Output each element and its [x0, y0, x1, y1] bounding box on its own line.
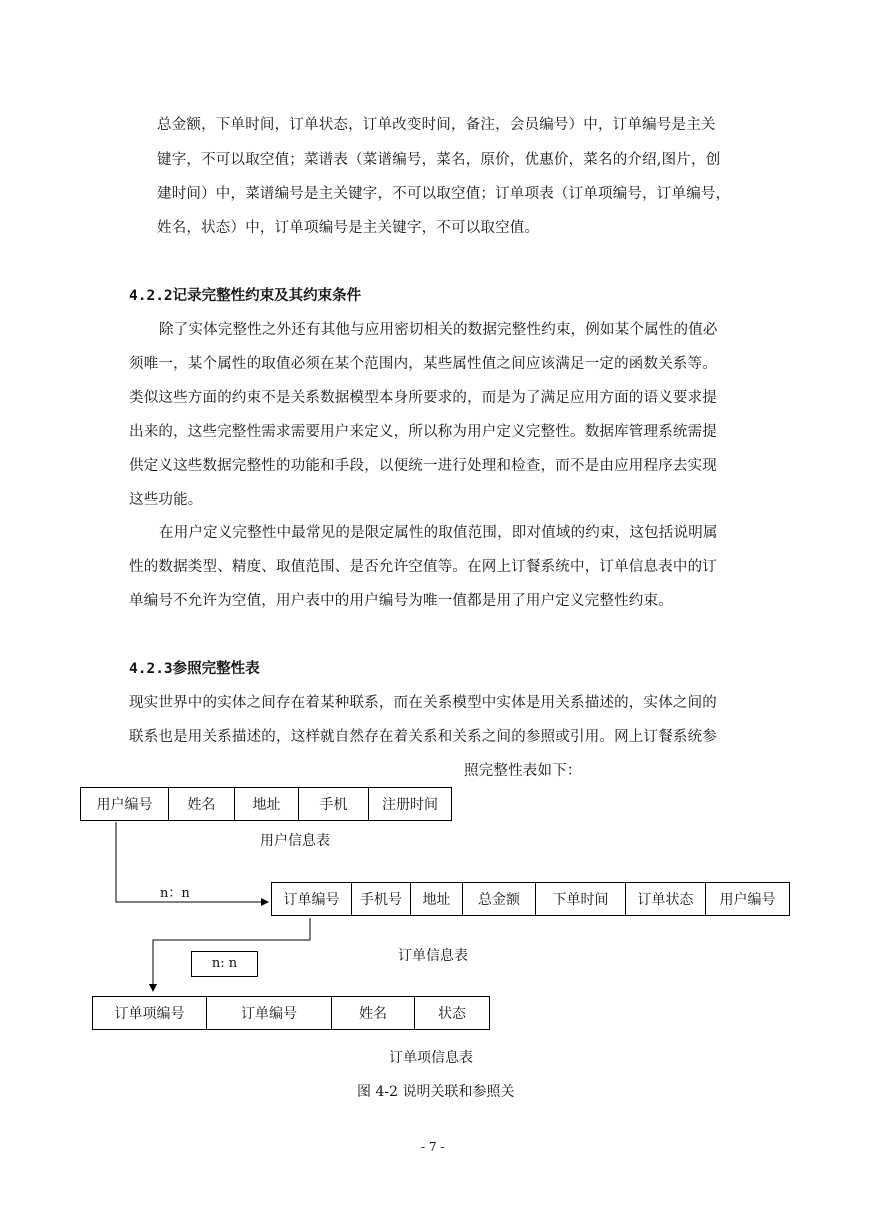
arrow-user-to-order [116, 822, 268, 902]
para3-line-1: 现实世界中的实体之间存在着某种联系，而在关系模型中实体是用关系描述的，实体之间的 [129, 695, 717, 711]
item-col-status: 状态 [415, 997, 490, 1030]
intro-line-2: 键字，不可以取空值；菜谱表（菜谱编号，菜名，原价，优惠价，菜名的介绍,图片，创 [157, 152, 721, 168]
section-number: 4.2.2 [129, 288, 173, 304]
order-col-user-id: 用户编号 [706, 883, 790, 916]
section-title: 参照完整性表 [172, 660, 260, 677]
item-table-caption: 订单项信息表 [389, 1050, 473, 1066]
para1-line-1: 除了实体完整性之外还有其他与应用密切相关的数据完整性约束，例如某个属性的值必 [159, 322, 718, 338]
relation-label-2: n: n [191, 951, 258, 977]
user-col-address: 地址 [235, 788, 299, 821]
order-col-id: 订单编号 [272, 883, 352, 916]
order-col-order-time: 下单时间 [536, 883, 626, 916]
figure-caption: 图 4-2 说明关联和参照关 [357, 1084, 515, 1100]
para3-line-2: 联系也是用关系描述的，这样就自然存在着关系和关系之间的参照或引用。网上订餐系统参 [129, 729, 717, 745]
intro-line-4: 姓名，状态）中，订单项编号是主关键字，不可以取空值。 [157, 220, 540, 236]
order-info-table [271, 882, 790, 916]
item-col-order-id: 订单编号 [207, 997, 332, 1030]
page-number: - 7 - [421, 1140, 445, 1154]
user-col-register-time: 注册时间 [369, 788, 452, 821]
para2-line-3: 单编号不允许为空值，用户表中的用户编号为唯一值都是用了用户定义完整性约束。 [129, 593, 673, 609]
para1-line-2: 须唯一，某个属性的取值必须在某个范围内，某些属性值之间应该满足一定的函数关系等。 [129, 356, 717, 372]
para1-line-4: 出来的，这些完整性需求需要用户来定义，所以称为用户定义完整性。数据库管理系统需提 [129, 424, 717, 440]
user-info-table [80, 787, 452, 821]
user-col-name: 姓名 [169, 788, 235, 821]
para3-line-3: 照完整性表如下： [464, 763, 582, 779]
item-col-name: 姓名 [332, 997, 415, 1030]
user-col-phone: 手机 [299, 788, 369, 821]
intro-line-1: 总金额，下单时间，订单状态，订单改变时间，备注，会员编号）中，订单编号是主关 [157, 117, 716, 133]
order-col-status: 订单状态 [626, 883, 706, 916]
order-col-total: 总金额 [463, 883, 536, 916]
user-table-caption: 用户信息表 [260, 833, 330, 849]
order-table-caption: 订单信息表 [398, 948, 468, 964]
order-col-phone: 手机号 [352, 883, 411, 916]
para1-line-6: 这些功能。 [129, 492, 203, 508]
para2-line-1: 在用户定义完整性中最常见的是限定属性的取值范围，即对值域的约束，这包括说明属 [159, 525, 718, 541]
intro-line-3: 建时间）中，菜谱编号是主关键字，不可以取空值；订单项表（订单项编号，订单编号， [157, 186, 731, 202]
user-col-id: 用户编号 [81, 788, 169, 821]
order-col-address: 地址 [411, 883, 463, 916]
order-item-table [92, 996, 490, 1030]
section-number: 4.2.3 [129, 661, 173, 677]
para1-line-5: 供定义这些数据完整性的功能和手段，以便统一进行处理和检查，而不是由应用程序去实现 [129, 458, 717, 474]
section-title: 记录完整性约束及其约束条件 [172, 287, 362, 304]
para1-line-3: 类似这些方面的约束不是关系数据模型本身所要求的，而是为了满足应用方面的语义要求提 [129, 390, 717, 406]
relation-label-1: n：n [160, 886, 190, 901]
para2-line-2: 性的数据类型、精度、取值范围、是否允许空值等。在网上订餐系统中，订单信息表中的订 [129, 559, 717, 575]
item-col-id: 订单项编号 [93, 997, 207, 1030]
